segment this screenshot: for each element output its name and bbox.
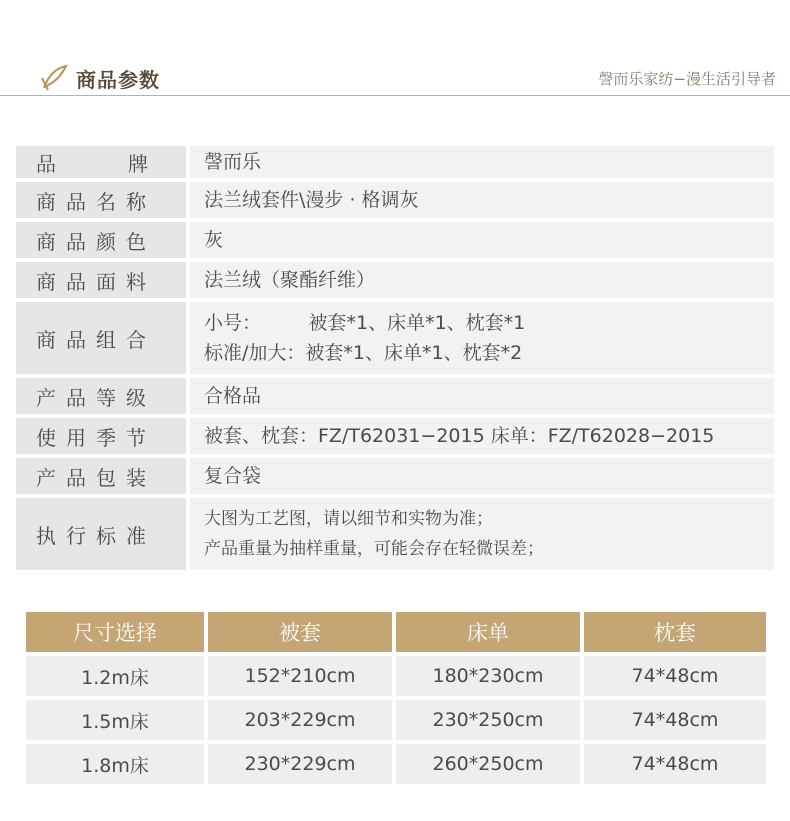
param-row-color — [16, 222, 774, 258]
param-row-grade — [16, 378, 774, 414]
size-cell: 180*230cm — [396, 656, 580, 696]
size-cell: 230*229cm — [208, 744, 392, 784]
brand-slogan: 謦而乐家纺−漫生活引导者 — [598, 70, 776, 88]
size-cell: 74*48cm — [584, 700, 766, 740]
param-row-package — [16, 458, 774, 494]
table-row — [26, 656, 766, 696]
size-cell: 152*210cm — [208, 656, 392, 696]
param-value: 法兰绒套件\漫步 · 格调灰 — [190, 182, 774, 218]
param-label: 商品颜色 — [16, 222, 186, 258]
param-label: 使用季节 — [16, 418, 186, 454]
size-cell: 1.2m床 — [26, 656, 204, 696]
size-cell: 1.5m床 — [26, 700, 204, 740]
param-label: 产品等级 — [16, 378, 186, 414]
param-value: 法兰绒（聚酯纤维） — [190, 262, 774, 298]
size-table — [26, 612, 766, 788]
param-label: 商品名称 — [16, 182, 186, 218]
param-row-fabric — [16, 262, 774, 298]
param-value: 复合袋 — [190, 458, 774, 494]
params-table — [16, 146, 774, 574]
size-header-cell: 床单 — [396, 612, 580, 652]
size-table-header — [26, 612, 766, 652]
param-row-brand — [16, 146, 774, 178]
size-cell: 74*48cm — [584, 744, 766, 784]
param-row-season — [16, 418, 774, 454]
table-row — [26, 700, 766, 740]
size-cell: 203*229cm — [208, 700, 392, 740]
param-value: 小号： 被套*1、床单*1、枕套*1 标准/加大：被套*1、床单*1、枕套*2 — [190, 302, 774, 374]
param-label: 商品组合 — [16, 302, 186, 374]
size-header-cell: 枕套 — [584, 612, 766, 652]
size-cell: 1.8m床 — [26, 744, 204, 784]
table-row — [26, 744, 766, 784]
param-value: 大图为工艺图，请以细节和实物为准； 产品重量为抽样重量，可能会存在轻微误差； — [190, 498, 774, 570]
size-header-cell: 尺寸选择 — [26, 612, 204, 652]
param-label: 执行标准 — [16, 498, 186, 570]
param-row-combo — [16, 302, 774, 374]
param-row-name — [16, 182, 774, 218]
param-value: 被套、枕套：FZ/T62031−2015 床单：FZ/T62028−2015 — [190, 418, 774, 454]
section-header — [0, 0, 790, 100]
header-divider — [0, 95, 790, 96]
size-header-cell: 被套 — [208, 612, 392, 652]
param-value: 灰 — [190, 222, 774, 258]
param-row-standard — [16, 498, 774, 570]
param-value: 合格品 — [190, 378, 774, 414]
param-label: 品 牌 — [16, 146, 186, 178]
size-cell: 74*48cm — [584, 656, 766, 696]
size-cell: 260*250cm — [396, 744, 580, 784]
section-title: 商品参数 — [76, 68, 160, 92]
param-label: 产品包装 — [16, 458, 186, 494]
size-cell: 230*250cm — [396, 700, 580, 740]
leaf-logo-icon — [38, 62, 68, 92]
param-label: 商品面料 — [16, 262, 186, 298]
param-value: 謦而乐 — [190, 146, 774, 178]
